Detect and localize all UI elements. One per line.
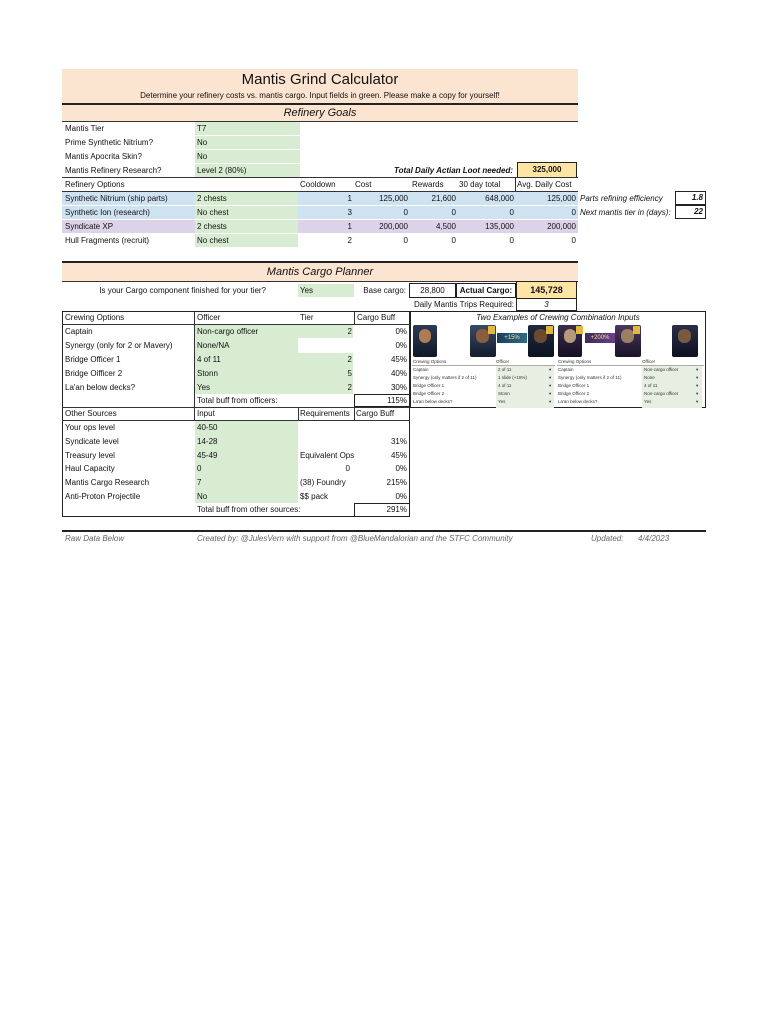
dropdown-arrow-icon: ▾ xyxy=(549,367,552,372)
refinery-cost: 200,000 xyxy=(379,222,408,231)
refinery-cost: 125,000 xyxy=(379,194,408,203)
param-input-research[interactable]: Level 2 (80%) xyxy=(195,164,300,177)
other-row-input[interactable]: 0 xyxy=(197,464,202,473)
ex2-row-value: None xyxy=(644,375,655,380)
other-row-req: (38) Foundry xyxy=(300,478,346,487)
other-col-sources: Other Sources xyxy=(65,409,117,418)
ex1-row-value: Yes xyxy=(498,399,506,404)
crew-col-officer: Officer xyxy=(197,313,221,322)
trips-label: Daily Mantis Trips Required: xyxy=(413,300,514,309)
crew-row-officer[interactable]: Non-cargo officer xyxy=(197,327,259,336)
ex2-row-label: Bridge Officer 1 xyxy=(558,383,590,388)
crew-row-label: Synergy (only for 2 or Mavery) xyxy=(65,341,173,350)
other-row-buff: 31% xyxy=(390,437,407,446)
dropdown-arrow-icon: ▾ xyxy=(549,391,552,396)
refinery-rewards: 0 xyxy=(451,236,456,245)
param-label-prime: Prime Synthetic Nitrium? xyxy=(65,138,154,147)
refinery-avg: 125,000 xyxy=(547,194,576,203)
ex2-row-value: Non-cargo officer xyxy=(644,391,679,396)
refinery-option: Syndicate XP xyxy=(65,222,114,231)
updated-label: Updated: xyxy=(591,534,624,543)
refinery-30day: 0 xyxy=(509,208,514,217)
base-cargo-value: 28,800 xyxy=(409,283,456,298)
other-total-label: Total buff from other sources: xyxy=(197,505,301,514)
crew-row-label: La'an below decks? xyxy=(65,383,136,392)
refinery-cost: 0 xyxy=(403,208,408,217)
other-row-input[interactable]: 40-50 xyxy=(197,423,218,432)
param-label-research: Mantis Refinery Research? xyxy=(65,166,162,175)
other-row-buff: 0% xyxy=(395,464,407,473)
gold-tag-icon xyxy=(576,326,583,334)
col-rewards: Rewards xyxy=(412,180,444,189)
param-input-skin[interactable]: No xyxy=(195,150,300,163)
other-row-req: 0 xyxy=(345,464,350,473)
dropdown-arrow-icon: ▾ xyxy=(696,399,699,404)
ex1-row-label: Captain xyxy=(413,367,429,372)
dropdown-arrow-icon: ▾ xyxy=(549,399,552,404)
crew-row-buff: 0% xyxy=(395,341,407,350)
refinery-option: Synthetic Nitrium (ship parts) xyxy=(65,194,168,203)
refinery-choice[interactable]: No chest xyxy=(197,236,229,245)
ex1-header-officer: Officer xyxy=(496,359,510,364)
crew-row-label: Captain xyxy=(65,327,93,336)
refinery-avg: 0 xyxy=(571,208,576,217)
dropdown-arrow-icon: ▾ xyxy=(696,367,699,372)
actual-cargo-value: 145,728 xyxy=(516,281,577,299)
dropdown-arrow-icon: ▾ xyxy=(696,391,699,396)
other-row-buff xyxy=(355,421,407,434)
refinery-cost: 0 xyxy=(403,236,408,245)
ex1-header-options: Crewing Options xyxy=(413,359,447,364)
parts-efficiency-value: 1.8 xyxy=(675,191,706,205)
ex2-row-value: 4 of 11 xyxy=(644,383,658,388)
other-row-input[interactable]: 14-28 xyxy=(197,437,218,446)
other-row-input[interactable]: 45-49 xyxy=(197,451,218,460)
parts-efficiency-label: Parts refining efficiency xyxy=(580,194,663,203)
refinery-choice[interactable]: 2 chests xyxy=(197,222,227,231)
officers-total-value: 115% xyxy=(354,394,410,407)
other-row-req: Equivalent Ops xyxy=(300,451,354,460)
other-row-label: Haul Capacity xyxy=(65,464,115,473)
refinery-heading: Refinery Goals xyxy=(283,107,357,119)
total-loot-label: Total Daily Actian Loot needed: xyxy=(394,166,513,175)
crew-row-officer[interactable]: None/NA xyxy=(197,341,230,350)
param-input-tier[interactable]: T7 xyxy=(195,122,300,135)
other-total-value: 291% xyxy=(354,503,410,517)
gold-tag-icon xyxy=(546,326,553,334)
page-subtitle: Determine your refinery costs vs. mantis cargo. Input fields in green. Please make a copy for yourself! xyxy=(140,91,500,100)
refinery-cooldown: 3 xyxy=(347,208,352,217)
cargo-heading: Mantis Cargo Planner xyxy=(266,266,374,278)
credit-text: Created by: @JulesVern with support from @BlueMandalorian and the STFC Community xyxy=(197,534,513,543)
trips-value: 3 xyxy=(516,298,577,311)
col-cost: Cost xyxy=(355,180,372,189)
dropdown-arrow-icon: ▾ xyxy=(549,375,552,380)
crew-row-label: Bridge Oifficer 2 xyxy=(65,369,123,378)
gold-tag-icon xyxy=(633,326,640,334)
ex1-row-label: Bridge Officer 1 xyxy=(413,383,445,388)
refinery-rewards: 4,500 xyxy=(435,222,456,231)
other-row-input[interactable]: No xyxy=(197,492,208,501)
other-row-label: Mantis Cargo Research xyxy=(65,478,150,487)
synergy-badge: +15% xyxy=(504,335,520,341)
officer-portrait-image xyxy=(564,329,576,343)
ex1-row-value: Stonn xyxy=(498,391,510,396)
synergy-badge: +200% xyxy=(590,335,610,341)
crew-row-buff: 40% xyxy=(390,369,407,378)
other-row-label: Your ops level xyxy=(65,423,115,432)
param-label-tier: Mantis Tier xyxy=(65,124,105,133)
refinery-cooldown: 2 xyxy=(347,236,352,245)
other-row-buff: 215% xyxy=(386,478,407,487)
crew-col-options: Crewing Options xyxy=(65,313,125,322)
refinery-30day: 648,000 xyxy=(485,194,514,203)
examples-title: Two Examples of Crewing Combination Inputs xyxy=(476,313,640,322)
crew-row-buff: 0% xyxy=(395,327,407,336)
crew-row-officer[interactable]: Stonn xyxy=(197,369,218,378)
other-row-buff: 0% xyxy=(395,492,407,501)
col-refinery-options: Refinery Options xyxy=(65,180,125,189)
ex1-row-label: Synergy (only matters if 2 of 11) xyxy=(413,375,477,380)
crew-row-officer[interactable]: 4 of 11 xyxy=(197,355,221,364)
ex1-row-value: 1 slide (+15%) xyxy=(498,375,527,380)
refinery-option: Synthetic Ion (research) xyxy=(65,208,150,217)
page-title: Mantis Grind Calculator xyxy=(241,71,399,88)
base-cargo-label: Base cargo: xyxy=(363,286,406,295)
ex1-row-label: Bridge Officer 2 xyxy=(413,391,445,396)
col-30day: 30 day total xyxy=(459,180,501,189)
other-row-label: Syndicate level xyxy=(65,437,119,446)
gold-tag-icon xyxy=(488,326,495,334)
crew-row-officer[interactable]: Yes xyxy=(197,383,211,392)
cargo-finished-answer[interactable]: Yes xyxy=(298,284,354,297)
other-row-req xyxy=(300,421,354,434)
refinery-avg: 0 xyxy=(571,236,576,245)
other-col-buff: Cargo Buff xyxy=(356,409,395,418)
refinery-cooldown: 1 xyxy=(347,222,352,231)
next-tier-value: 22 xyxy=(675,205,706,219)
refinery-cooldown: 1 xyxy=(347,194,352,203)
other-row-buff: 45% xyxy=(390,451,407,460)
crew-row-label: Bridge Officer 1 xyxy=(65,355,121,364)
ex2-row-label: Bridge Officer 2 xyxy=(558,391,590,396)
other-row-req: $$ pack xyxy=(300,492,329,501)
ex1-row-value: 4 of 11 xyxy=(498,383,512,388)
ex2-row-label: La'an below decks? xyxy=(558,399,598,404)
crew-row-tier[interactable]: 2 xyxy=(347,383,352,392)
param-label-skin: Mantis Apocrita Skin? xyxy=(65,152,142,161)
crew-row-tier xyxy=(300,339,352,352)
crew-row-buff: 45% xyxy=(390,355,407,364)
actual-cargo-label: Actual Cargo: xyxy=(456,283,516,298)
ex2-row-label: Captain xyxy=(558,367,574,372)
ex2-row-label: Synergy (only matters if 2 of 11) xyxy=(558,375,622,380)
dropdown-arrow-icon: ▾ xyxy=(696,383,699,388)
next-tier-label: Next mantis tier in (days): xyxy=(580,208,671,217)
col-cooldown: Cooldown xyxy=(300,180,336,189)
other-row-label: Anti-Proton Projectile xyxy=(65,492,141,501)
refinery-rewards: 21,600 xyxy=(431,194,456,203)
other-row-input[interactable]: 7 xyxy=(197,478,202,487)
officer-portrait-image xyxy=(678,329,691,343)
crew-col-tier: Tier xyxy=(300,313,314,322)
dropdown-arrow-icon: ▾ xyxy=(696,375,699,380)
refinery-avg: 200,000 xyxy=(547,222,576,231)
total-loot-value: 325,000 xyxy=(517,162,577,178)
refinery-30day: 135,000 xyxy=(485,222,514,231)
refinery-rewards: 0 xyxy=(451,208,456,217)
refinery-choice[interactable]: No chest xyxy=(197,208,229,217)
ex2-row-value: Non-cargo officer xyxy=(644,367,679,372)
crew-row-tier[interactable]: 2 xyxy=(347,327,352,336)
ex1-row-label: La'an below decks? xyxy=(413,399,453,404)
updated-date: 4/4/2023 xyxy=(638,534,670,543)
other-col-input: Input xyxy=(197,409,215,418)
refinery-option: Hull Fragments (recruit) xyxy=(65,236,150,245)
other-row-label: Treasury level xyxy=(65,451,115,460)
raw-data-label: Raw Data Below xyxy=(65,534,125,543)
other-row-req xyxy=(300,435,354,448)
officer-portrait-image xyxy=(419,329,431,343)
param-input-prime[interactable]: No xyxy=(195,136,300,149)
officers-total-label: Total buff from officers: xyxy=(197,396,278,405)
refinery-30day: 0 xyxy=(509,236,514,245)
ex2-header-officer: Officer xyxy=(642,359,656,364)
refinery-choice[interactable]: 2 chests xyxy=(197,194,227,203)
crew-row-tier[interactable]: 2 xyxy=(347,355,352,364)
crew-row-buff: 30% xyxy=(390,383,407,392)
crew-col-buff: Cargo Buff xyxy=(357,313,396,322)
other-col-req: Requirements xyxy=(300,409,350,418)
dropdown-arrow-icon: ▾ xyxy=(549,383,552,388)
ex1-row-value: 2 of 11 xyxy=(498,367,512,372)
ex2-row-value: Yes xyxy=(644,399,652,404)
crew-row-tier[interactable]: 5 xyxy=(347,369,352,378)
col-avg-daily: Avg. Daily Cost xyxy=(517,180,572,189)
ex2-header-options: Crewing Options xyxy=(558,359,592,364)
cargo-finished-question: Is your Cargo component finished for your tier? xyxy=(99,286,266,295)
